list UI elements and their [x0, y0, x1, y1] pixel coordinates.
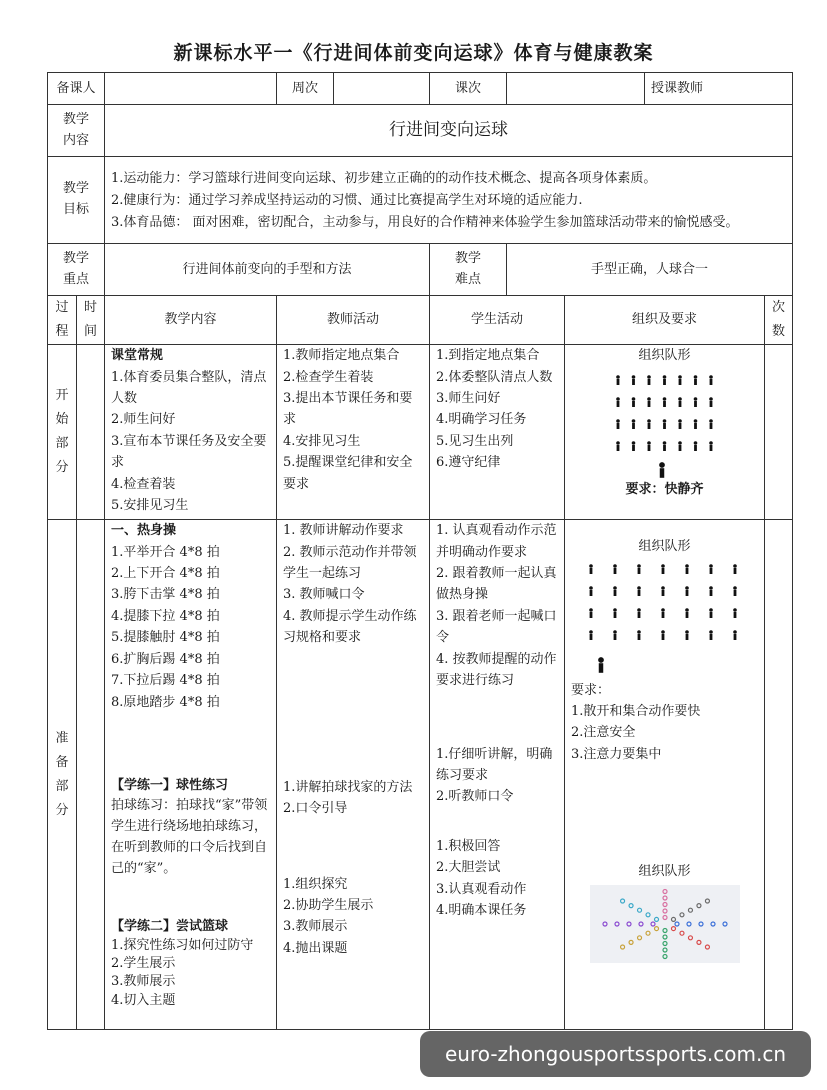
goals-label: 教学 目标 — [48, 157, 105, 244]
warmup-item: 6.扩胸后踢 4*8 拍 — [111, 651, 220, 667]
warmup-student-item: 4. 按教师提醒的动作要求进行练习 — [436, 651, 557, 689]
drill2-item: 4.切入主题 — [111, 992, 176, 1008]
prep-content — [105, 520, 277, 1030]
student-figure — [613, 586, 617, 596]
warmup-item: 4.提膝下拉 4*8 拍 — [111, 608, 220, 624]
teacher-figure — [659, 462, 665, 478]
start-org-requirement: 要求：快静齐 — [625, 481, 704, 497]
warmup-teacher-item: 4. 教师提示学生动作练习规格和要求 — [283, 608, 417, 646]
student-figure — [616, 441, 620, 451]
student-figure — [693, 441, 697, 451]
warmup-item: 2.上下开合 4*8 拍 — [111, 565, 220, 581]
prep-org-req: 1.散开和集合动作要快 — [571, 703, 701, 719]
prep-time — [77, 520, 105, 1030]
student-figure — [661, 630, 665, 640]
student-figure — [637, 630, 641, 640]
student-figure — [631, 397, 635, 407]
teacher-label-cell — [645, 73, 793, 105]
student-figure — [685, 564, 689, 574]
week-value[interactable] — [334, 73, 430, 105]
student-figure — [685, 630, 689, 640]
content-row — [48, 105, 793, 157]
student-figure — [647, 419, 651, 429]
student-figure — [616, 397, 620, 407]
student-figure — [709, 419, 713, 429]
student-figure — [637, 564, 641, 574]
drill2-teacher-item: 1.组织探究 — [283, 876, 348, 892]
student-figure — [616, 419, 620, 429]
student-figure — [685, 586, 689, 596]
start-section-row — [48, 345, 793, 520]
prep-org-req: 3.注意力要集中 — [571, 746, 662, 762]
header-row — [48, 73, 793, 105]
drill1-title: 【学练一】球性练习 — [111, 778, 229, 794]
teacher-label: 授课教师 — [651, 80, 704, 96]
col-content: 教学内容 — [105, 296, 277, 345]
student-figure — [693, 419, 697, 429]
lesson-plan-table — [47, 72, 793, 1030]
start-count — [765, 345, 793, 520]
col-student: 学生活动 — [430, 296, 565, 345]
student-figure — [693, 375, 697, 385]
student-figure — [709, 441, 713, 451]
start-student-item: 2.体委整队清点人数 — [436, 369, 553, 385]
start-content-item: 3.宣布本节课任务及安全要求 — [111, 433, 267, 471]
prep-student — [430, 520, 565, 1030]
drill1-text: 拍球练习：拍球找“家”带领学生进行绕场地拍球练习，在听到教师的口令后找到自己的“家”。 — [111, 798, 268, 876]
student-figure — [733, 608, 737, 618]
start-student-item: 6.遵守纪律 — [436, 455, 501, 471]
student-figure — [613, 630, 617, 640]
student-figure — [661, 586, 665, 596]
warmup-teacher-item: 2. 教师示范动作并带领学生一起练习 — [283, 544, 417, 581]
prep-label: 备课人 — [48, 73, 105, 105]
prep-org-title: 组织队形 — [638, 539, 691, 555]
start-student-item: 3.师生问好 — [436, 390, 501, 406]
start-content-item: 5.安排见习生 — [111, 498, 189, 514]
student-figure — [661, 564, 665, 574]
col-count: 次 数 — [765, 296, 793, 345]
warmup-student-item: 1. 认真观看动作示范并明确动作要求 — [436, 523, 557, 560]
start-org-title: 组织队形 — [638, 348, 691, 364]
prep-org-req: 2.注意安全 — [571, 725, 636, 741]
prep-org2-title: 组织队形 — [638, 864, 691, 880]
warmup-item: 7.下拉后踢 4*8 拍 — [111, 673, 220, 689]
student-figure — [733, 564, 737, 574]
court-drill-diagram — [590, 885, 740, 963]
key-label: 教学 重点 — [48, 244, 105, 296]
drill2-student-item: 2.大胆尝试 — [436, 860, 501, 876]
start-content-item: 2.师生问好 — [111, 412, 176, 428]
prep-organization — [565, 520, 765, 1030]
drill1-student-item: 1.仔细听讲解，明确练习要求 — [436, 746, 553, 784]
start-teacher-item: 3.提出本节课任务和要求 — [283, 390, 413, 428]
student-figure — [647, 375, 651, 385]
start-student — [430, 345, 565, 520]
student-figure — [589, 586, 593, 596]
student-figure — [678, 397, 682, 407]
student-figure — [678, 419, 682, 429]
warmup-item: 8.原地踏步 4*8 拍 — [111, 694, 220, 710]
student-figure — [589, 564, 593, 574]
student-figure — [637, 608, 641, 618]
goal-item: 2.健康行为：通过学习养成坚持运动的习惯、通过比赛提高学生对环境的适应能力. — [111, 192, 583, 208]
start-teacher-item: 2.检查学生着装 — [283, 369, 374, 385]
warmup-teacher-item: 1. 教师讲解动作要求 — [283, 523, 404, 539]
student-figure — [662, 441, 666, 451]
drill2-item: 2.学生展示 — [111, 956, 176, 972]
prep-org-req-label: 要求： — [571, 682, 611, 698]
difficulty-value: 手型正确，人球合一 — [507, 244, 793, 296]
start-content-item: 4.检查着装 — [111, 476, 176, 492]
prep-formation-diagram — [585, 560, 745, 680]
key-points-row — [48, 244, 793, 296]
student-figure — [616, 375, 620, 385]
start-content-item: 1.体育委员集合整队，清点人数 — [111, 369, 267, 406]
start-student-item: 5.见习生出列 — [436, 433, 514, 449]
student-figure — [709, 608, 713, 618]
prep-count — [765, 520, 793, 1030]
drill1-student-item: 2.听教师口令 — [436, 789, 514, 805]
start-teacher-item: 4.安排见习生 — [283, 433, 361, 449]
teacher-figure — [598, 657, 604, 673]
student-figure — [631, 375, 635, 385]
drill2-teacher-item: 2.协助学生展示 — [283, 898, 374, 914]
col-teacher: 教师活动 — [277, 296, 430, 345]
prep-teacher — [277, 520, 430, 1030]
drill2-title: 【学练二】尝试篮球 — [111, 918, 229, 934]
start-content-title: 课堂常规 — [111, 348, 164, 364]
key-value: 行进间体前变向的手型和方法 — [105, 244, 430, 296]
student-figure — [685, 608, 689, 618]
student-figure — [662, 419, 666, 429]
warmup-item: 3.胯下击掌 4*8 拍 — [111, 587, 220, 603]
student-figure — [678, 375, 682, 385]
page-title: 新课标水平一《行进间体前变向运球》体育与健康教案 — [173, 42, 654, 64]
prep-value[interactable] — [105, 73, 277, 105]
start-content — [105, 345, 277, 520]
student-figure — [662, 397, 666, 407]
prep-section-row — [48, 520, 793, 1030]
start-section-label: 开 始 部 分 — [48, 345, 77, 520]
start-student-item: 1.到指定地点集合 — [436, 348, 540, 364]
warmup-student-item: 2. 跟着教师一起认真做热身操 — [436, 565, 557, 603]
student-figure — [709, 630, 713, 640]
watermark: euro-zhongousportssports.com.cn — [420, 1031, 811, 1077]
col-process: 过 程 — [48, 296, 77, 345]
court-background — [590, 885, 740, 963]
difficulty-label: 教学 难点 — [430, 244, 507, 296]
drill2-teacher-item: 3.教师展示 — [283, 919, 348, 935]
content-label: 教学 内容 — [48, 105, 105, 157]
col-organization: 组织及要求 — [565, 296, 765, 345]
drill2-student-item: 4.明确本课任务 — [436, 903, 527, 919]
warmup-item: 5.提膝触肘 4*8 拍 — [111, 630, 220, 646]
student-figure — [709, 586, 713, 596]
lesson-label: 课次 — [430, 73, 507, 105]
student-figure — [709, 375, 713, 385]
drill2-item: 3.教师展示 — [111, 974, 176, 990]
student-figure — [693, 397, 697, 407]
start-organization — [565, 345, 765, 520]
warmup-teacher-item: 3. 教师喊口令 — [283, 587, 365, 603]
prep-section-label: 准 备 部 分 — [48, 520, 77, 1030]
drill1-teacher-item: 2.口令引导 — [283, 801, 348, 817]
start-student-item: 4.明确学习任务 — [436, 412, 527, 428]
lesson-value[interactable] — [507, 73, 645, 105]
start-teacher-item: 5.提醒课堂纪律和安全要求 — [283, 455, 413, 492]
start-time — [77, 345, 105, 520]
student-figure — [613, 564, 617, 574]
drill2-item: 1.探究性练习如何过防守 — [111, 938, 254, 954]
student-figure — [637, 586, 641, 596]
student-figure — [631, 441, 635, 451]
student-figure — [709, 397, 713, 407]
goals-row — [48, 157, 793, 244]
warmup-item: 1.平举开合 4*8 拍 — [111, 544, 220, 560]
week-label: 周次 — [277, 73, 334, 105]
col-time: 时 间 — [77, 296, 105, 345]
student-figure — [647, 441, 651, 451]
start-formation-diagram — [610, 369, 720, 479]
student-figure — [662, 375, 666, 385]
student-figure — [733, 586, 737, 596]
start-teacher — [277, 345, 430, 520]
student-figure — [709, 564, 713, 574]
column-header-row — [48, 296, 793, 345]
start-teacher-item: 1.教师指定地点集合 — [283, 348, 400, 364]
student-figure — [589, 630, 593, 640]
student-figure — [647, 397, 651, 407]
goal-item: 3.体育品德： 面对困难，密切配合，主动参与，用良好的合作精神来体验学生参加篮球活动带来的愉悦感受。 — [111, 215, 739, 231]
drill2-teacher-item: 4.抛出课题 — [283, 940, 348, 956]
goal-item: 1.运动能力：学习篮球行进间变向运球、初步建立正确的的动作技术概念、提高各项身体素质。 — [111, 170, 657, 186]
goals-list — [105, 157, 793, 244]
student-figure — [613, 608, 617, 618]
drill1-teacher-item: 1.讲解拍球找家的方法 — [283, 779, 413, 795]
content-value: 行进间变向运球 — [105, 105, 793, 157]
student-figure — [589, 608, 593, 618]
drill2-student-item: 1.积极回答 — [436, 838, 501, 854]
student-figure — [733, 630, 737, 640]
warmup-title: 一、热身操 — [111, 523, 177, 539]
student-figure — [678, 441, 682, 451]
student-figure — [631, 419, 635, 429]
student-figure — [661, 608, 665, 618]
warmup-student-item: 3. 跟着老师一起喊口令 — [436, 608, 557, 646]
drill2-student-item: 3.认真观看动作 — [436, 881, 527, 897]
